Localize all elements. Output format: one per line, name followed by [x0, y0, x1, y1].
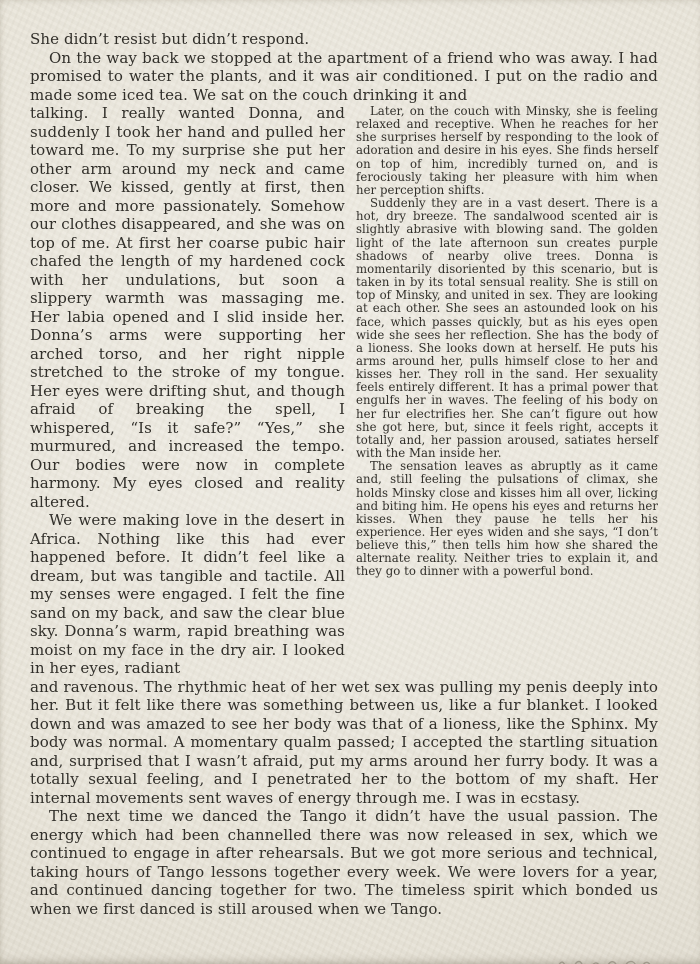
text-area [30, 30, 658, 918]
inset-narrative-column [356, 104, 658, 579]
inset-paragraph: Later, on the couch with Minsky, she is feeling relaxed and receptive. When he reaches for her she surprises herself by responding to the look of adoration and desire in his eyes. She finds herself on top of him, incredibly turned on, and is ferociously taking her pleasure with him when her perception shifts. [356, 104, 658, 197]
paragraph: and ravenous. The rhythmic heat of her wet sex was pulling my penis deeply into her. But it felt like there was something between us, like a fur blanket. I looked down and was amazed to see her body was that of a lioness, like the Sphinx. My body was normal. A momentary qualm passed; I accepted the startling situation and, surprised that I wasn’t afraid, put my arms around her furry body. It was a totally sexual feeling, and I penetrated her to the bottom of my shaft. Her internal movements sent waves of energy through me. I was in ecstasy. [30, 677, 658, 807]
main-text-bottom [30, 678, 658, 919]
paragraph: talking. I really wanted Donna, and suddenly I took her hand and pulled her toward me. To my surprise she put her other arm around my neck and came closer. We kissed, gently at first, then more and more passionately. Somehow our clothes disappeared, and she was on top of me. At first her coarse pubic hair chafed the length of my hardened cock with her undulations, but soon a slippery warmth was massaging me. Her labia opened and I slid inside her. Donna’s arms were supporting her arched torso, and her right nipple stretched to the stroke of my tongue. Her eyes were drifting shut, and though afraid of breaking the spell, I whispered, “Is it safe?” “Yes,” she murmured, and increased the tempo. Our bodies were now in complete harmony. My eyes closed and reality altered. [30, 104, 345, 511]
main-text-top [30, 30, 658, 104]
paragraph: She didn’t resist but didn’t respond. [30, 30, 310, 48]
paragraph: On the way back we stopped at the apartment of a friend who was away. I had promised to water the plants, and it was air conditioned. I put on the radio and made some iced tea. We sat on the couch drinking it and [30, 48, 658, 104]
paragraph: We were making love in the desert in Africa. Nothing like this had ever happened before. It didn’t feel like a dream, but was tangible and tactile. All my senses were engaged. I felt the fine sand on my back, and saw the clear blue sky. Donna’s warm, rapid breathing was moist on my face in the dry air. I looked in her eyes, radiant [30, 511, 345, 677]
two-column-region [30, 104, 658, 678]
handwriting-strokes-icon [552, 950, 652, 964]
main-text-left-column [30, 104, 345, 678]
inset-paragraph: Suddenly they are in a vast desert. There is a hot, dry breeze. The sandalwood scented air is slightly abrasive with blowing sand. The golden light of the late afternoon sun creates purple shadows of nearby olive trees. Donna is momentarily disoriented by this scenario, but is taken in by its total sensual reality. She is still on top of Minsky, and united in sex. They are looking at each other. She sees an astounded look on his face, which passes quickly, but as his eyes open wide she sees her reflection. She has the body of a lioness. She looks down at herself. He puts his arms around her, pulls himself close to her and kisses her. They roll in the sand. Her sexuality feels entirely different. It has a primal power that engulfs her in waves. The feeling of his body on her fur electrifies her. She can’t figure out how she got here, but, since it feels right, accepts it totally and, her passion aroused, satiates herself with the Man inside her. [356, 196, 658, 461]
paragraph: The next time we danced the Tango it didn’t have the usual passion. The energy which had been channelled there was now released in sex, which we continued to engage in after rehearsals. But we got more serious and technical, taking hours of Tango lessons together every week. We were lovers for a year, and continued dancing together for two. The timeless spirit which bonded us when we first danced is still aroused when we Tango. [30, 807, 658, 918]
inset-paragraph: The sensation leaves as abruptly as it came and, still feeling the pulsations of climax, she holds Minsky close and kisses him all over, licking and biting him. He opens his eyes and returns her kisses. When they pause he tells her his experience. Her eyes widen and she says, “I don’t believe this,” then tells him how she shared the alternate reality. Neither tries to explain it, and they go to dinner with a powerful bond. [356, 459, 658, 579]
clipped-handwriting-fragment [552, 950, 652, 964]
